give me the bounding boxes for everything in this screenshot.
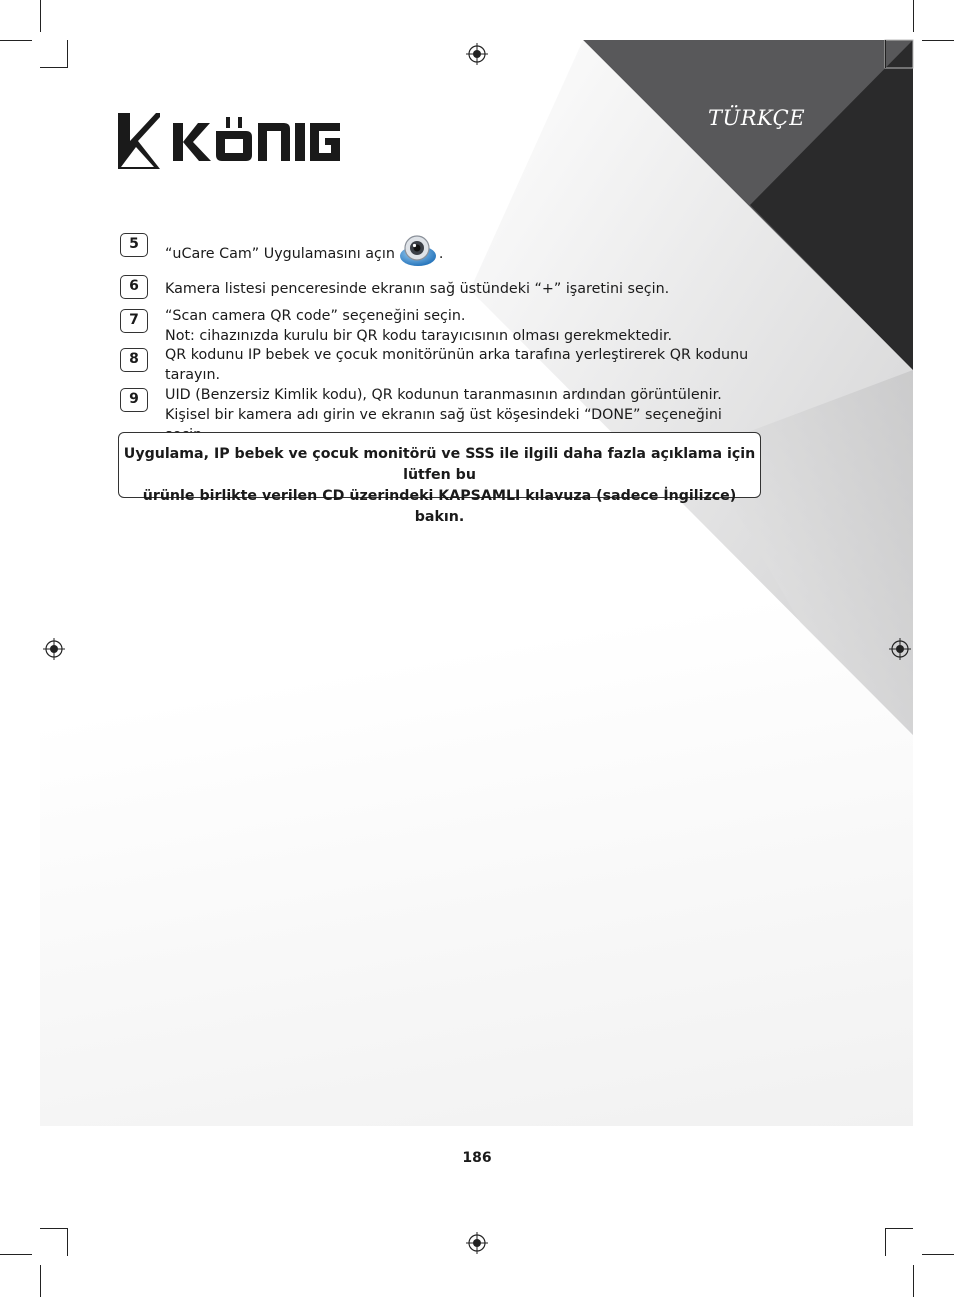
crop-mark — [40, 0, 41, 32]
crop-mark — [0, 1254, 32, 1255]
step-7-line-1: “Scan camera QR code” seçeneğini seçin. — [165, 308, 466, 324]
crop-mark — [913, 1265, 914, 1297]
crop-mark — [913, 0, 914, 32]
step-number-badge: 8 — [120, 348, 148, 372]
konig-logo — [118, 111, 342, 171]
crop-mark — [40, 1228, 68, 1229]
step-9-line-2: Kişisel bir kamera adı girin ve ekranın sağ üst köşesindeki “DONE” seçeneğini — [165, 407, 722, 423]
step-5-text — [165, 240, 755, 268]
step-8-line-1: QR kodunu IP bebek ve çocuk monitörünün arka tarafına yerleştirerek QR kodunu — [165, 347, 749, 363]
step-7-text — [165, 306, 755, 346]
crop-mark — [40, 1265, 41, 1297]
crop-mark — [885, 1228, 913, 1229]
step-number-badge: 7 — [120, 309, 148, 333]
crop-mark — [67, 40, 68, 68]
note-line-1: Uygulama, IP bebek ve çocuk monitörü ve SSS ile ilgili daha fazla açıklama için lütfen bu — [123, 446, 756, 483]
registration-mark-icon — [889, 638, 911, 660]
crop-mark — [0, 40, 32, 41]
step-5-label: “uCare Cam” Uygulamasını açın — [165, 246, 395, 262]
step-7-line-2: Not: cihazınızda kurulu bir QR kodu tarayıcısının olması gerekmektedir. — [165, 328, 673, 344]
crop-mark — [922, 1254, 954, 1255]
step-number-badge: 6 — [120, 275, 148, 299]
step-9-line-1: UID (Benzersiz Kimlik kodu), QR kodunun taranmasının ardından görüntülenir. — [165, 387, 722, 403]
registration-mark-icon — [466, 43, 488, 65]
step-8-text — [165, 345, 755, 385]
crop-mark — [922, 40, 954, 41]
step-number-badge: 9 — [120, 388, 148, 412]
step-number-badge: 5 — [120, 233, 148, 257]
info-note-box — [118, 432, 761, 525]
page-number: 186 — [462, 1150, 492, 1166]
note-line-2: ürünle birlikte verilen CD üzerindeki KAPSAMLI kılavuza (sadece İngilizce) bakın. — [142, 488, 737, 525]
step-8-line-2: tarayın. — [165, 367, 221, 383]
crop-mark — [885, 1228, 886, 1256]
crop-mark — [40, 67, 68, 68]
crop-mark — [67, 1228, 68, 1256]
registration-mark-icon — [43, 638, 65, 660]
language-label: TÜRKÇE — [708, 106, 806, 130]
step-6-text: Kamera listesi penceresinde ekranın sağ üstündeki “+” işaretini seçin. — [165, 281, 670, 297]
registration-mark-icon — [466, 1232, 488, 1254]
crop-mark — [885, 40, 886, 68]
step-5-suffix: . — [438, 246, 444, 262]
ucare-cam-app-icon — [399, 232, 437, 268]
